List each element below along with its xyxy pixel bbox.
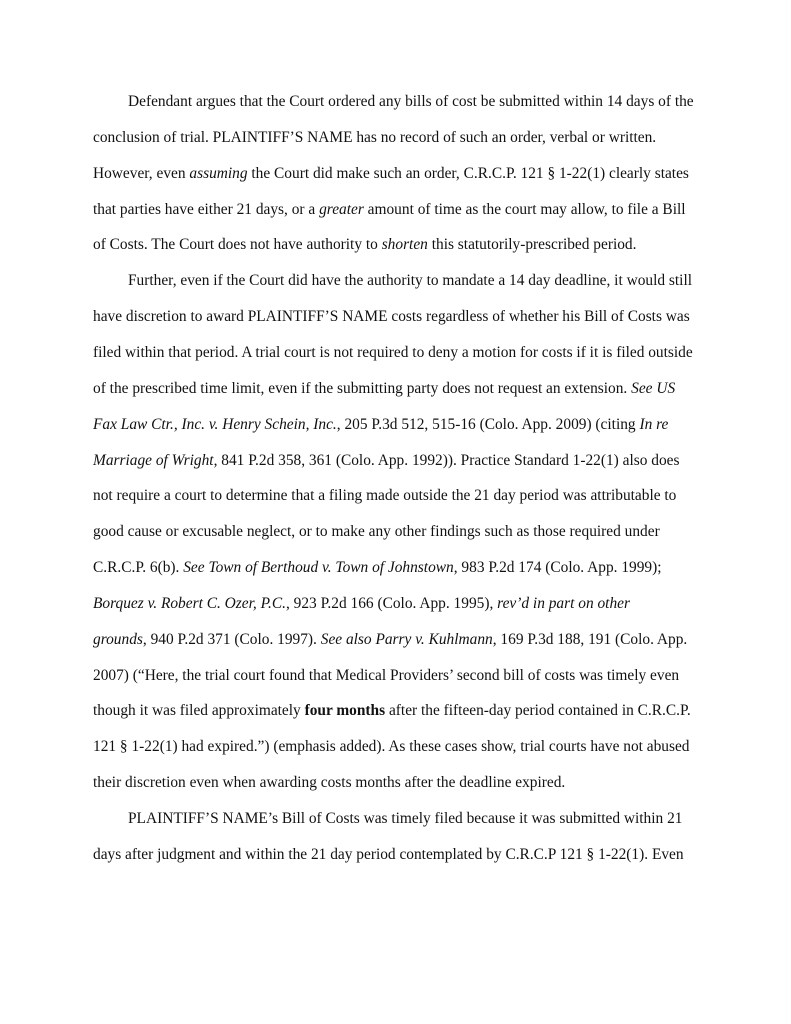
document-line <box>128 93 694 111</box>
text-run: , 841 P.2d 358, 361 (Colo. App. 1992)). Practice Standard 1-22(1) also does <box>213 451 680 469</box>
text-run: have discretion to award PLAINTIFF’S NAME costs regardless of whether his Bill of Costs was <box>93 308 690 326</box>
document-line <box>93 631 687 649</box>
text-run: C.R.C.P. 6(b). <box>93 559 184 577</box>
document-line <box>93 236 636 254</box>
document-line <box>93 702 691 720</box>
text-run: 121 § 1-22(1) had expired.”) (emphasis added). As these cases show, trial courts have not abused <box>93 738 690 756</box>
text-run: though it was filed approximately <box>93 702 305 720</box>
text-run: , 169 P.3d 188, 191 (Colo. App. <box>492 630 688 648</box>
italic-text: rev’d in part on other <box>497 594 630 612</box>
text-run: amount of time as the court may allow, to file a Bill <box>363 200 686 218</box>
italic-text: greater <box>319 200 364 218</box>
italic-text: See Town of Berthoud v. Town of Johnstown <box>183 559 454 577</box>
document-line <box>128 272 692 290</box>
document-line <box>93 738 690 756</box>
text-run: 2007) (“Here, the trial court found that Medical Providers’ second bill of costs was timely even <box>93 666 680 684</box>
text-run: , 205 P.3d 512, 515-16 (Colo. App. 2009) (citing <box>336 415 640 433</box>
italic-text: shorten <box>381 236 428 254</box>
document-line <box>93 380 675 398</box>
text-run: PLAINTIFF’S NAME’s Bill of Costs was timely filed because it was submitted within 21 <box>128 810 683 827</box>
document-line <box>93 129 656 147</box>
text-run: their discretion even when awarding costs months after the deadline expired. <box>93 774 566 792</box>
italic-text: Borquez v. Robert C. Ozer, P.C. <box>93 594 286 612</box>
text-run: However, even <box>93 164 190 182</box>
document-line <box>93 487 676 505</box>
italic-text: Fax Law Ctr., Inc. v. Henry Schein, Inc. <box>93 415 337 433</box>
italic-text: See US <box>631 379 676 397</box>
text-run: filed within that period. A trial court is not required to deny a motion for costs if it is filed outside <box>93 343 693 361</box>
italic-text: See also Parry v. Kuhlmann <box>320 630 493 648</box>
document-line <box>93 344 693 362</box>
italic-text: grounds <box>93 630 143 648</box>
italic-text: In re <box>639 415 669 433</box>
document-line <box>93 559 662 577</box>
document-line <box>93 846 684 864</box>
document-line <box>93 667 679 685</box>
italic-text: Marriage of Wright <box>93 451 214 469</box>
text-run: after the fifteen-day period contained in C.R.C.P. <box>385 702 691 720</box>
bold-text: four months <box>304 702 386 720</box>
text-run: , 940 P.2d 371 (Colo. 1997). <box>142 630 321 648</box>
text-run: this statutorily-prescribed period. <box>427 236 637 254</box>
text-run: not require a court to determine that a filing made outside the 21 day period was attributable to <box>93 487 677 505</box>
text-run: Further, even if the Court did have the authority to mandate a 14 day deadline, it would still <box>128 272 692 290</box>
text-run: , 983 P.2d 174 (Colo. App. 1999); <box>453 559 662 577</box>
text-run: conclusion of trial. PLAINTIFF’S NAME has no record of such an order, verbal or written. <box>93 128 657 146</box>
document-line <box>93 308 690 326</box>
document-line <box>93 452 680 470</box>
document-line <box>93 595 630 613</box>
document-line <box>128 810 682 828</box>
document-line <box>93 774 565 792</box>
document-line <box>93 201 686 219</box>
text-run: , 923 P.2d 166 (Colo. App. 1995), <box>285 594 498 612</box>
text-run: days after judgment and within the 21 day period contemplated by C.R.C.P 121 § 1-22(1). Even <box>93 845 684 863</box>
document-line <box>93 416 668 434</box>
text-run: that parties have either 21 days, or a <box>93 200 320 218</box>
document-line <box>93 165 689 183</box>
text-run: of Costs. The Court does not have authority to <box>93 236 382 254</box>
italic-text: assuming <box>189 164 248 182</box>
text-run: Defendant argues that the Court ordered any bills of cost be submitted within 14 days of the <box>128 93 694 110</box>
text-run: the Court did make such an order, C.R.C.P. 121 § 1-22(1) clearly states <box>247 164 689 182</box>
text-run: of the prescribed time limit, even if the submitting party does not request an extension. <box>93 379 632 397</box>
text-run: good cause or excusable neglect, or to make any other findings such as those required under <box>93 523 660 541</box>
document-line <box>93 523 660 541</box>
